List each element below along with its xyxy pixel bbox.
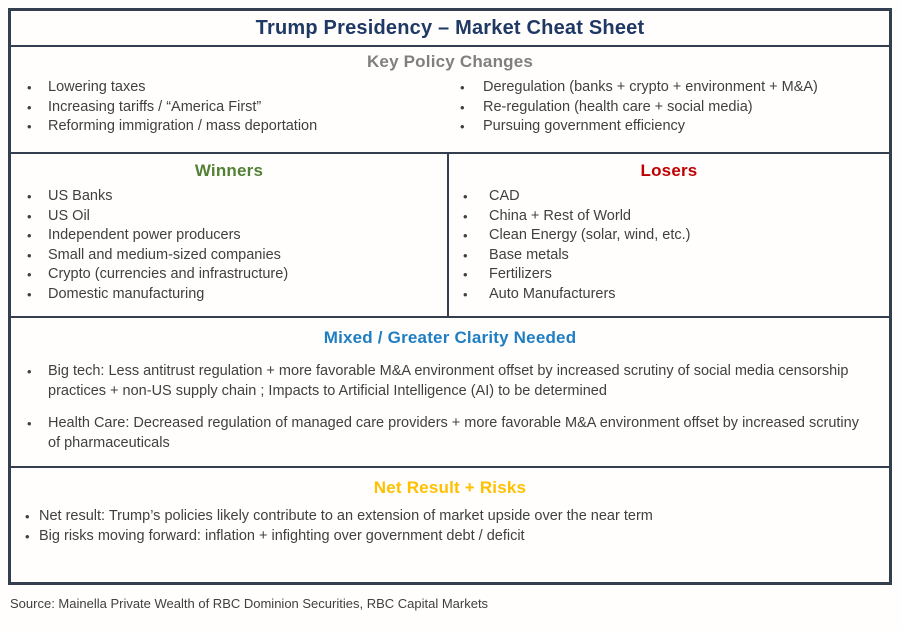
list-item: • CAD — [449, 187, 889, 207]
list-item: • Small and medium-sized companies — [11, 246, 447, 266]
winners-cell — [11, 154, 447, 316]
list-item: • Big tech: Less antitrust regulation + more favorable M&A environment offset by increased scrutiny of social media censorship practices + non-US supply chain ; Impacts to Artificial Intelligence (AI) to be determined — [11, 362, 889, 401]
key-policy-columns — [11, 78, 889, 137]
key-policy-right-list — [450, 78, 889, 137]
key-policy-left-list — [11, 78, 450, 137]
list-item: • China + Rest of World — [449, 207, 889, 227]
list-item: • Re-regulation (health care + social media) — [450, 98, 889, 118]
mixed-list — [11, 362, 889, 453]
list-item: • Deregulation (banks + crypto + environment + M&A) — [450, 78, 889, 98]
section-net-result — [11, 468, 889, 582]
list-item: • Pursuing government efficiency — [450, 117, 889, 137]
page-title: Trump Presidency – Market Cheat Sheet — [255, 16, 645, 39]
section-winners-losers — [11, 154, 889, 318]
list-item: • Reforming immigration / mass deportation — [11, 117, 450, 137]
source-attribution: Source: Mainella Private Wealth of RBC Dominion Securities, RBC Capital Markets — [10, 596, 489, 611]
list-item: • Auto Manufacturers — [449, 285, 889, 305]
list-item: • Crypto (currencies and infrastructure) — [11, 265, 447, 285]
losers-cell — [447, 154, 889, 316]
mixed-heading: Mixed / Greater Clarity Needed — [323, 328, 577, 347]
list-item: • Fertilizers — [449, 265, 889, 285]
list-item: • Independent power producers — [11, 226, 447, 246]
key-policy-left-column — [11, 78, 450, 137]
list-item: • Domestic manufacturing — [11, 285, 447, 305]
section-mixed — [11, 318, 889, 468]
list-item: • US Banks — [11, 187, 447, 207]
list-item: • Increasing tariffs / “America First” — [11, 98, 450, 118]
title-row — [11, 11, 889, 47]
key-policy-right-column — [450, 78, 889, 137]
list-item: • US Oil — [11, 207, 447, 227]
losers-list — [449, 187, 889, 304]
list-item: • Health Care: Decreased regulation of managed care providers + more favorable M&A environment offset by increased scrutiny of pharmaceuticals — [11, 414, 889, 453]
key-policy-heading: Key Policy Changes — [366, 52, 534, 71]
list-item: • Lowering taxes — [11, 78, 450, 98]
losers-heading: Losers — [640, 161, 698, 180]
cheat-sheet-table — [8, 8, 892, 585]
list-item: • Base metals — [449, 246, 889, 266]
net-result-heading: Net Result + Risks — [373, 478, 527, 497]
net-result-list — [11, 507, 889, 546]
section-key-policy-changes — [11, 47, 889, 154]
winners-heading: Winners — [194, 161, 264, 180]
winners-list — [11, 187, 447, 304]
list-item: • Clean Energy (solar, wind, etc.) — [449, 226, 889, 246]
list-item: • Net result: Trump’s policies likely contribute to an extension of market upside over the near term — [11, 507, 889, 527]
list-item: • Big risks moving forward: inflation + infighting over government debt / deficit — [11, 527, 889, 547]
